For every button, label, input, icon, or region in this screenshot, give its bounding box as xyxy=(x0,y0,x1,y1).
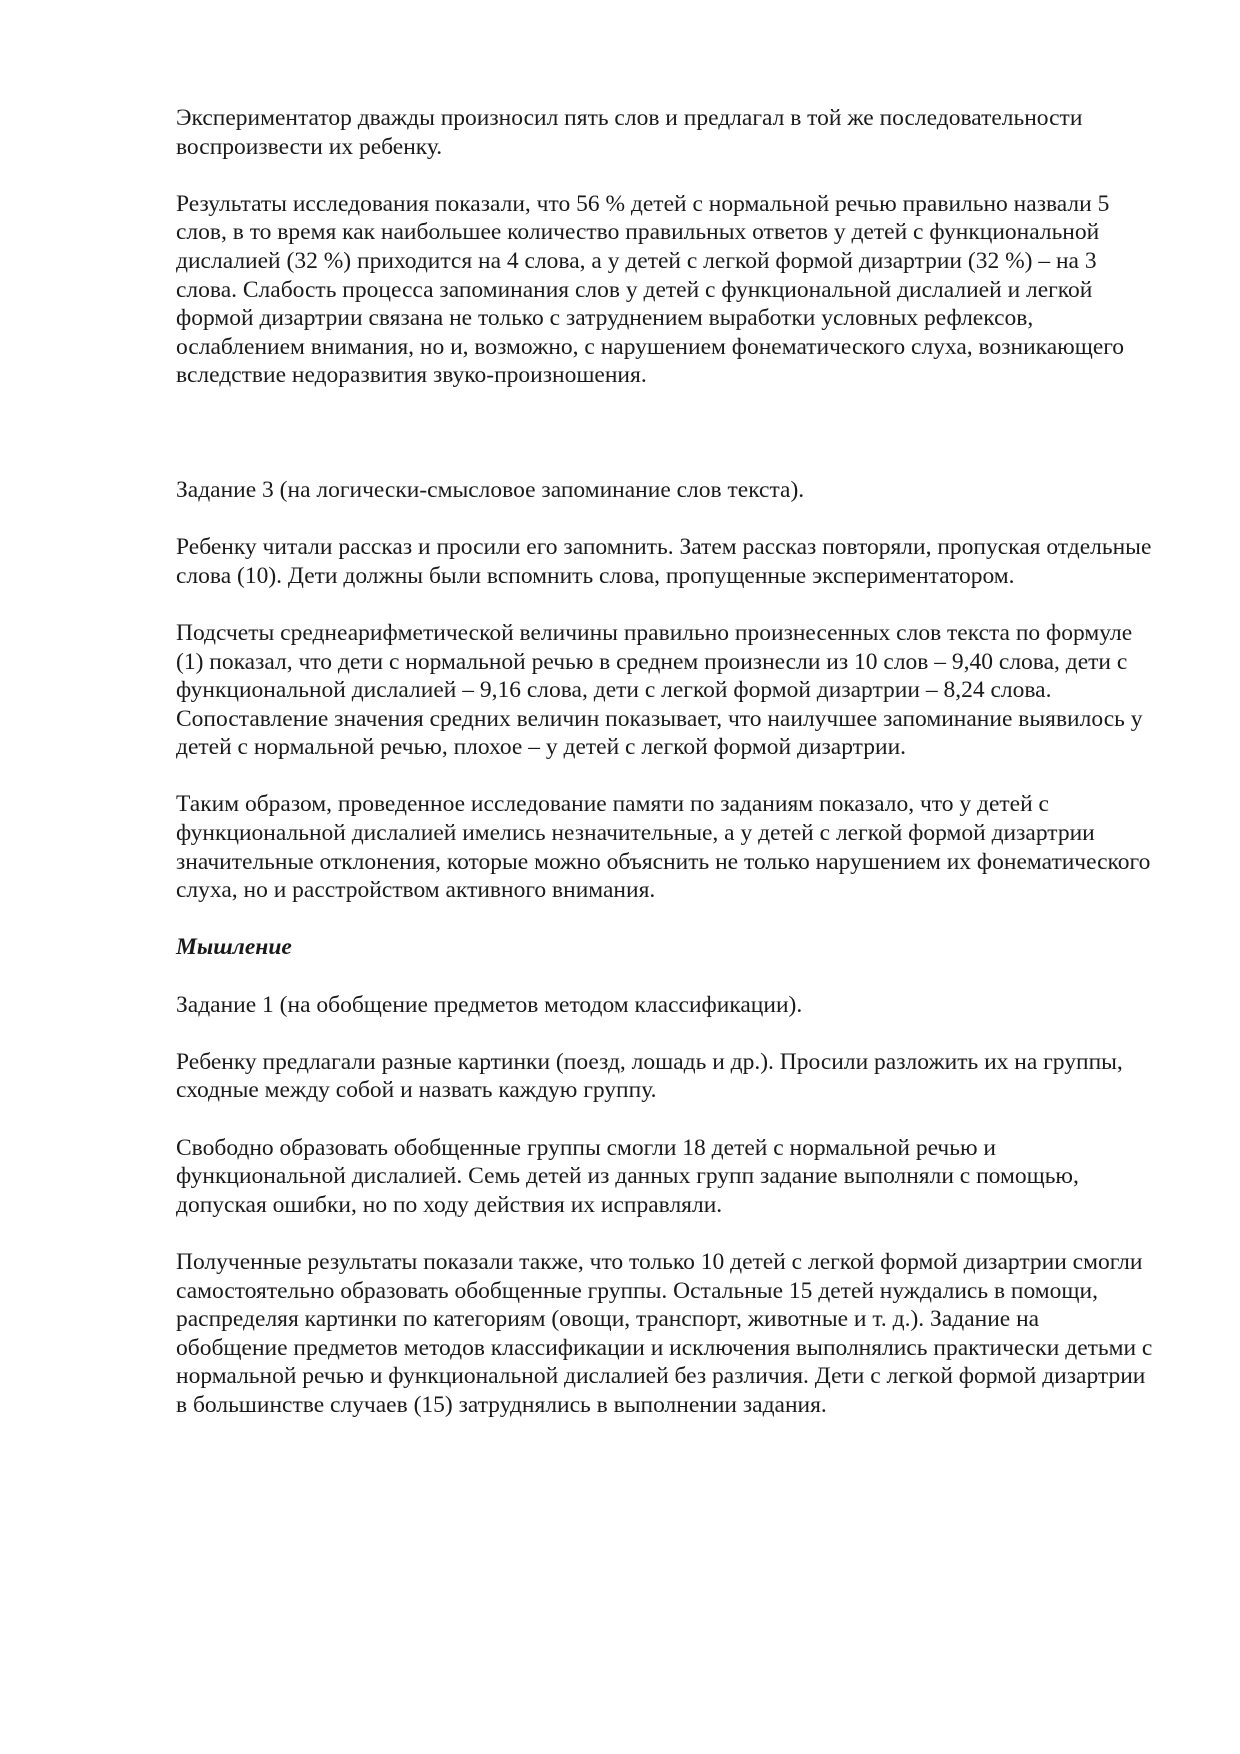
paragraph: Результаты исследования показали, что 56 % детей с нормальной речью правильно назвали 5 слов, в то время как наибольшее количество правильных ответов у детей с функциональной дислалией (32 %) приходится на 4 слова, а у детей с легкой формой дизартрии (32 %) – на 3 слова. Слабость процесса запоминания слов у детей с функциональной дислалией и легкой формой дизартрии связана не только с затруднением выработки условных рефлексов, ослаблением внимания, но и, возможно, с нарушением фонематического слуха, возникающего вследствие недоразвития звуко-произношения. xyxy=(176,190,1125,389)
document-page xyxy=(176,104,1156,1420)
task-title: Задание 1 (на обобщение предметов методом классификации). xyxy=(176,991,803,1018)
task-title: Задание 3 (на логически-смысловое запоминание слов текста). xyxy=(176,476,805,503)
paragraph: Свободно образовать обобщенные группы смогли 18 детей с нормальной речью и функциональной дислалией. Семь детей из данных групп задание выполняли с помощью, допуская ошибки, но по ходу действия их исправляли. xyxy=(176,1134,1079,1218)
paragraph: Подсчеты среднеарифметической величины правильно произнесенных слов текста по формуле (1) показал, что дети с нормальной речью в среднем произнесли из 10 слов – 9,40 слова, дети с функциональной дислалией – 9,16 слова, дети с легкой формой дизартрии – 8,24 слова. Сопоставление значения средних величин показывает, что наилучшее запоминание выявилось у детей с нормальной речью, плохое – у детей с легкой формой дизартрии. xyxy=(176,619,1143,761)
paragraph: Ребенку предлагали разные картинки (поезд, лошадь и др.). Просили разложить их на группы, сходные между собой и назвать каждую группу. xyxy=(176,1048,1123,1104)
paragraph: Ребенку читали рассказ и просили его запомнить. Затем рассказ повторяли, пропуская отдельные слова (10). Дети должны были вспомнить слова, пропущенные экспериментатором. xyxy=(176,534,1152,589)
paragraph: Полученные результаты показали также, что только 10 детей с легкой формой дизартрии смогли самостоятельно образовать обобщенные группы. Остальные 15 детей нуждались в помощи, распределяя картинки по категориям (овощи, транспорт, животные и т. д.). Задание на обобщение предметов методов классификации и исключения выполнялись практически детьми с нормальной речью и функциональной дислалией без различия. Дети с легкой формой дизартрии в большинстве случаев (15) затруднялись в выполнении задания. xyxy=(176,1248,1153,1418)
paragraph: Экспериментатор дважды произносил пять слов и предлагал в той же последовательности воспроизвести их ребенку. xyxy=(176,105,1083,160)
paragraph: Таким образом, проведенное исследование памяти по заданиям показало, что у детей с функциональной дислалией имелись незначительные, а у детей с легкой формой дизартрии значительные отклонения, которые можно объяснить не только нарушением их фонематического слуха, но и расстройством активного внимания. xyxy=(176,791,1151,904)
section-heading: Мышление xyxy=(176,934,292,961)
